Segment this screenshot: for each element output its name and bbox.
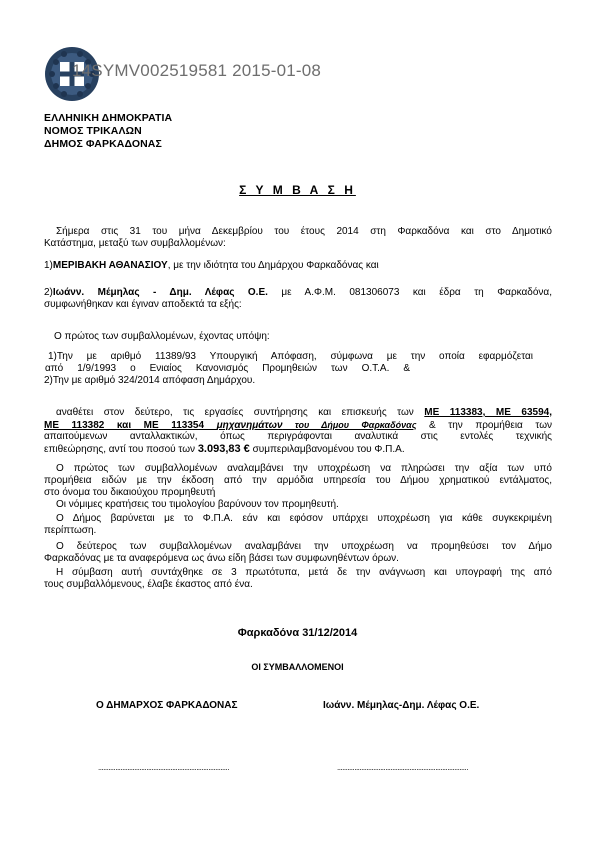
obligation-2: Οι νόμιμες κρατήσεις του τιμολογίου βαρύνουν τον προμηθευτή.: [56, 499, 339, 510]
reference-1-a: 1)Την με αριθμό 11389/93 Υπουργική Απόφαση, σύμφωνα με την οποία εφαρμόζεται: [48, 351, 533, 362]
obligation-3-a: Ο Δήμος βαρύνεται με το Φ.Π.Α. εάν και εφόσον υπάρχει υποχρέωση για κάθε συγκεκριμένη: [56, 513, 552, 524]
assignment-line-4: επιθεώρησης, αντί του ποσού των 3.093,83 € συμπεριλαμβανομένου του Φ.Π.Α.: [44, 443, 405, 455]
assignment-line-3: απαιτούμενων ανταλλακτικών, όπως περιγράφονται αναλυτικά στις εντολές τεχνικής: [44, 431, 552, 442]
machines-list-2: ΜΕ 113382 και ΜΕ 113354: [44, 420, 217, 431]
machines-list-1: ΜΕ 113383, ΜΕ 63594,: [424, 407, 552, 418]
place-date: Φαρκαδόνα 31/12/2014: [237, 627, 358, 639]
obligation-1-c: στο όνομα του δικαιούχου προμηθευτή: [44, 487, 216, 498]
obligation-1-b: προμήθεια ειδών με την έκδοση από την αρμόδια υπηρεσία του Δήμου χρηματικού εντάλματος,: [44, 475, 552, 486]
signature-label-contractor: Ιωάνν. Μέμηλας-Δημ. Λέφας Ο.Ε.: [323, 700, 480, 711]
party-1: 1)ΜΕΡΙΒΑΚΗ ΑΘΑΝΑΣΙΟΥ, με την ιδιότητα του Δημάρχου Φαρκαδόνας και: [44, 260, 379, 271]
obligation-4-b: Φαρκαδόνας με τα αναφερόμενα ως άνω είδη βάσει των συμφωνηθέντων όρων.: [44, 553, 399, 564]
signature-line-contractor: ............................................................................: [337, 763, 468, 772]
party-2-line-2: συμφωνήθηκαν και έγιναν αποδεκτά τα εξής:: [44, 299, 242, 310]
parties-heading: ΟΙ ΣΥΜΒΑΛΛΟΜΕΝΟΙ: [251, 662, 344, 672]
considering: Ο πρώτος των συμβαλλομένων, έχοντας υπόψη:: [54, 331, 270, 342]
document-title: Σ Υ Μ Β Α Σ Η: [239, 183, 356, 197]
contract-amount: 3.093,83 €: [197, 443, 250, 455]
obligation-5-a: Η σύμβαση αυτή συντάχθηκε σε 3 πρωτότυπα, μετά δε την ανάγνωση και υπογραφή της από: [56, 567, 552, 578]
obligation-1-a: Ο πρώτος των συμβαλλομένων αναλαμβάνει την υποχρέωση να πληρώσει την αξία των υπό: [56, 463, 552, 474]
obligation-3-b: περίπτωση.: [44, 525, 97, 536]
intro-line-2: Κατάστημα, μεταξύ των συμβαλλομένων:: [44, 238, 226, 249]
obligation-4-a: Ο δεύτερος των συμβαλλομένων αναλαμβάνει την υποχρέωση να προμηθεύσει τον Δήμο: [56, 541, 552, 552]
assignment-line-1: αναθέτει στον δεύτερο, τις εργασίες συντήρησης και επισκευής των ΜΕ 113383, ΜΕ 63594,: [56, 407, 552, 418]
signature-line-mayor: ............................................................................: [98, 763, 229, 772]
obligation-5-b: τους συμβαλλόμενους, έλαβε έκαστος από ένα.: [44, 579, 253, 590]
header-municipality: ΔΗΜΟΣ ΦΑΡΚΑΔΟΝΑΣ: [44, 138, 162, 150]
assignment-line-2: ΜΕ 113382 και ΜΕ 113354 μηχανημάτων του Δήμου Φαρκαδόνας & την προμήθεια των: [44, 420, 552, 431]
document-stamp: 14SYMV002519581 2015-01-08: [72, 61, 322, 80]
party-2: 2)Ιωάνν. Μέμηλας - Δημ. Λέφας Ο.Ε. με Α.Φ.Μ. 081306073 και έδρα τη Φαρκαδόνα,: [44, 287, 552, 298]
header-republic: ΕΛΛΗΝΙΚΗ ΔΗΜΟΚΡΑΤΙΑ: [44, 112, 173, 124]
intro-line-1: Σήμερα στις 31 του μήνα Δεκεμβρίου του έτους 2014 στη Φαρκαδόνα και στο Δημοτικό: [56, 226, 552, 237]
reference-1-b: από 1/9/1993 ο Ενιαίος Κανονισμός Προμηθειών των Ο.Τ.Α. &: [45, 363, 410, 374]
party-1-name: ΜΕΡΙΒΑΚΗ ΑΘΑΝΑΣΙΟΥ: [52, 260, 168, 271]
signature-label-mayor: Ο ΔΗΜΑΡΧΟΣ ΦΑΡΚΑΔΟΝΑΣ: [96, 700, 238, 711]
reference-2: 2)Την με αριθμό 324/2014 απόφαση Δημάρχου.: [44, 375, 256, 386]
header-prefecture: ΝΟΜΟΣ ΤΡΙΚΑΛΩΝ: [44, 125, 142, 137]
party-2-name: Ιωάνν. Μέμηλας - Δημ. Λέφας Ο.Ε.: [52, 287, 268, 298]
